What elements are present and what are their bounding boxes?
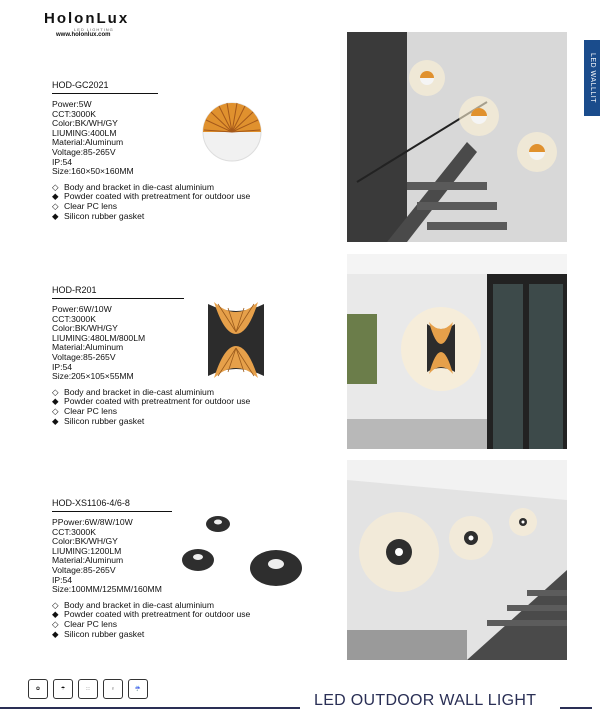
spec-line: Material:Aluminum bbox=[52, 555, 124, 566]
spec-line: Power:6W/10W bbox=[52, 304, 112, 314]
feature-text: Clear PC lens bbox=[64, 200, 118, 211]
feature-text: Silicon rubber gasket bbox=[64, 415, 145, 426]
ip-rating-icon: ☔ bbox=[128, 679, 148, 699]
led-icon: ∷ bbox=[78, 679, 98, 699]
feature-list bbox=[52, 388, 292, 426]
spec-line: CCT:3000K bbox=[52, 313, 96, 324]
feature-text: Powder coated with pretreatment for outdoor use bbox=[64, 609, 251, 620]
feature-text: Clear PC lens bbox=[64, 618, 118, 629]
spec-line: CCT:3000K bbox=[52, 526, 96, 537]
spec-line: Color:BK/WH/GY bbox=[52, 323, 118, 334]
spec-line: Size:100MM/125MM/160MM bbox=[52, 584, 162, 595]
spec-line: Material:Aluminum bbox=[52, 137, 124, 148]
spec-line: CCT:3000K bbox=[52, 108, 96, 119]
installation-photo-3 bbox=[347, 460, 567, 660]
installation-photo-1 bbox=[347, 32, 567, 242]
feature-list bbox=[52, 601, 292, 639]
brand-subtitle: LED LIGHTING bbox=[74, 27, 114, 32]
brand-url: www.holonlux.com bbox=[56, 32, 111, 38]
spec-line: IP:54 bbox=[52, 156, 73, 167]
product-image-gc2021 bbox=[200, 100, 264, 164]
spec-line: Voltage:85-265V bbox=[52, 146, 116, 157]
bulb-icon: ♀ bbox=[103, 679, 123, 699]
spec-line: Size:205×105×55MM bbox=[52, 371, 134, 382]
product-image-xs1106 bbox=[178, 510, 308, 592]
feature-text: Body and bracket in die-cast aluminium bbox=[64, 599, 214, 610]
title-rule bbox=[52, 93, 158, 94]
brand-name: HolonLux bbox=[44, 10, 130, 27]
product-model: HOD-XS1106-4/6-8 bbox=[52, 498, 130, 508]
spec-line: Color:BK/WH/GY bbox=[52, 536, 118, 547]
product-model: HOD-R201 bbox=[52, 285, 97, 295]
spec-line: Size:160×50×160MM bbox=[52, 166, 134, 177]
feature-text: Powder coated with pretreatment for outdoor use bbox=[64, 396, 251, 407]
feature-item bbox=[52, 630, 292, 640]
feature-item bbox=[52, 417, 292, 427]
product-model: HOD-GC2021 bbox=[52, 80, 109, 90]
feature-marker: ◇ bbox=[52, 386, 59, 397]
certification-icons bbox=[28, 679, 148, 699]
spec-line: LIUMING:1200LM bbox=[52, 545, 122, 556]
spec-line: LIUMING:400LM bbox=[52, 127, 117, 138]
garden-icon: ✿ bbox=[28, 679, 48, 699]
feature-marker: ◆ bbox=[52, 191, 59, 202]
feature-text: Clear PC lens bbox=[64, 405, 118, 416]
spec-line: Voltage:85-265V bbox=[52, 351, 116, 362]
feature-text: Body and bracket in die-cast aluminium bbox=[64, 386, 214, 397]
spec-line: PPower:6W/8W/10W bbox=[52, 517, 133, 527]
feature-marker: ◆ bbox=[52, 628, 59, 639]
spec-line: IP:54 bbox=[52, 361, 73, 372]
feature-marker: ◇ bbox=[52, 405, 59, 416]
feature-item bbox=[52, 212, 292, 222]
feature-list bbox=[52, 183, 292, 221]
feature-marker: ◆ bbox=[52, 415, 59, 426]
feature-text: Silicon rubber gasket bbox=[64, 628, 145, 639]
feature-text: Body and bracket in die-cast aluminium bbox=[64, 181, 214, 192]
side-category-tab: LED WALLLIT bbox=[584, 40, 600, 116]
brand-logo bbox=[44, 10, 144, 38]
spec-line: Power:5W bbox=[52, 99, 92, 109]
footer-rule-right bbox=[560, 707, 592, 709]
outdoor-icon: ☂ bbox=[53, 679, 73, 699]
footer-title: LED OUTDOOR WALL LIGHT bbox=[314, 692, 537, 709]
feature-text: Powder coated with pretreatment for outdoor use bbox=[64, 191, 251, 202]
installation-photo-2 bbox=[347, 254, 567, 449]
feature-marker: ◇ bbox=[52, 618, 59, 629]
feature-marker: ◆ bbox=[52, 210, 59, 221]
spec-line: IP:54 bbox=[52, 574, 73, 585]
feature-marker: ◆ bbox=[52, 609, 59, 620]
feature-marker: ◇ bbox=[52, 599, 59, 610]
feature-marker: ◆ bbox=[52, 396, 59, 407]
feature-marker: ◇ bbox=[52, 200, 59, 211]
spec-line: Voltage:85-265V bbox=[52, 564, 116, 575]
feature-marker: ◇ bbox=[52, 181, 59, 192]
spec-line: Color:BK/WH/GY bbox=[52, 118, 118, 129]
feature-text: Silicon rubber gasket bbox=[64, 210, 145, 221]
spec-line: Material:Aluminum bbox=[52, 342, 124, 353]
title-rule bbox=[52, 298, 184, 299]
product-image-r201 bbox=[200, 298, 272, 382]
footer-rule-left bbox=[0, 707, 300, 709]
spec-line: LIUMING:480LM/800LM bbox=[52, 332, 146, 343]
title-rule bbox=[52, 511, 172, 512]
